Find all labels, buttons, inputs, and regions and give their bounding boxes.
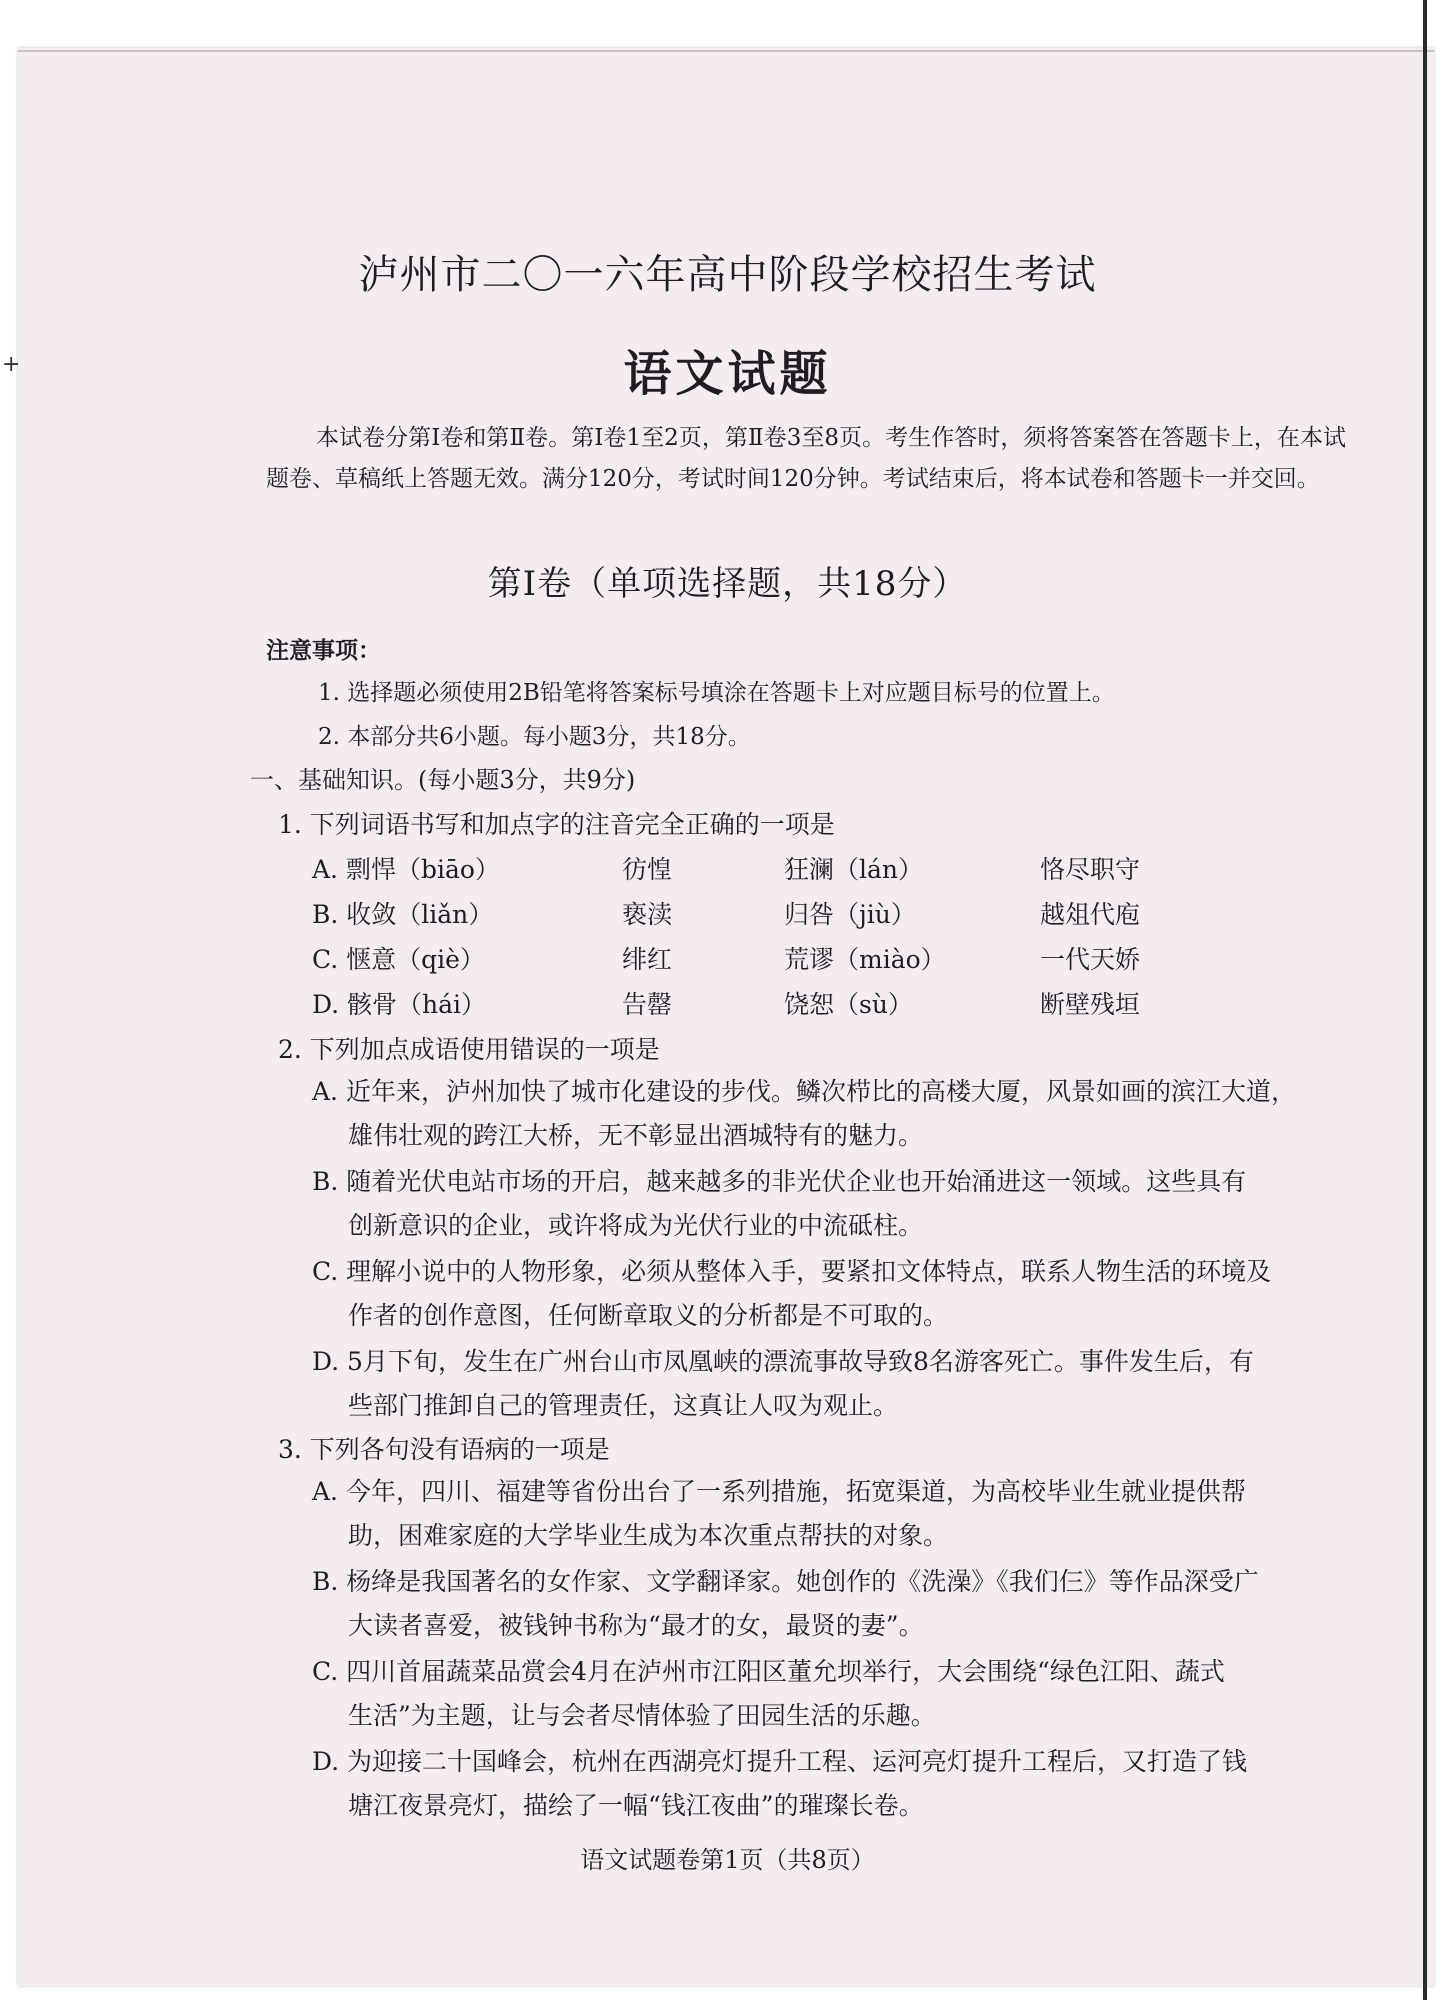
q2-option-a	[312, 1070, 1347, 1158]
q1-option-d-word1: D. 骸骨（hái）	[312, 990, 487, 1019]
q3-option-d-line2: 塘江夜景亮灯，描绘了一幅“钱江夜曲”的璀璨长卷。	[348, 1791, 924, 1820]
q2-option-c-line1: C. 理解小说中的人物形象，必须从整体入手，要紧扣文体特点，联系人物生活的环境及	[312, 1257, 1272, 1286]
q1-option-d-word2: 告罄	[622, 990, 673, 1019]
question-2-stem: 2. 下列加点成语使用错误的一项是	[278, 1035, 660, 1064]
q2-option-b-line2: 创新意识的企业，或许将成为光伏行业的中流砥柱。	[348, 1211, 924, 1240]
margin-mark: +	[2, 352, 21, 377]
q1-option-c-word2: 绯红	[622, 945, 673, 974]
q3-option-b-line1: B. 杨绛是我国著名的女作家、文学翻译家。她创作的《洗澡》《我们仨》等作品深受广	[312, 1567, 1259, 1596]
q1-option-b-word1: B. 收敛（liǎn）	[312, 900, 494, 929]
q3-option-d-line1: D. 为迎接二十国峰会，杭州在西湖亮灯提升工程、运河亮灯提升工程后，又打造了钱	[312, 1747, 1248, 1776]
q2-option-c-line2: 作者的创作意图，任何断章取义的分析都是不可取的。	[348, 1301, 949, 1330]
note-item: 2. 本部分共6小题。每小题3分，共18分。	[318, 724, 751, 750]
subject-title: 语文试题	[623, 346, 832, 402]
q3-option-a-line1: A. 今年，四川、福建等省份出台了一系列措施，拓宽渠道，为高校毕业生就业提供帮	[312, 1477, 1246, 1506]
q1-option-c-word1: C. 惬意（qiè）	[312, 945, 485, 974]
page-footer: 语文试题卷第1页（共8页）	[580, 1846, 875, 1874]
q1-option-b-word4: 越俎代庖	[1040, 900, 1141, 929]
q1-option-c-word3: 荒谬（miào）	[784, 945, 946, 974]
q3-option-b-line2: 大读者喜爱，被钱钟书称为“最才的女，最贤的妻”。	[348, 1611, 924, 1640]
q2-option-d-line2: 些部门推卸自己的管理责任，这真让人叹为观止。	[348, 1391, 899, 1420]
q3-option-c-line2: 生活”为主题，让与会者尽情体验了田园生活的乐趣。	[348, 1701, 936, 1730]
q1-option-a-word3: 狂澜（lán）	[784, 855, 924, 884]
section-title: 第Ⅰ卷（单项选择题，共18分）	[487, 564, 968, 604]
q2-option-a-line2: 雄伟壮观的跨江大桥，无不彰显出酒城特有的魅力。	[348, 1121, 924, 1150]
q1-option-b-word3: 归咎（jiù）	[784, 900, 916, 929]
q2-option-b	[312, 1160, 1347, 1248]
note-item: 1. 选择题必须使用2B铅笔将答案标号填涂在答题卡上对应题目标号的位置上。	[318, 680, 1115, 706]
part-title: 一、基础知识。(每小题3分，共9分)	[250, 766, 636, 794]
question-3-stem: 3. 下列各句没有语病的一项是	[278, 1435, 610, 1464]
q1-option-a-word2: 彷惶	[622, 855, 673, 884]
notes-heading: 注意事项：	[266, 637, 381, 664]
q1-option-a-word1: A. 剽悍（biāo）	[312, 855, 500, 884]
q2-option-d-line1: D. 5月下旬，发生在广州台山市凤凰峡的漂流事故导致8名游客死亡。事件发生后，有	[312, 1347, 1254, 1376]
paper-edge-line	[18, 50, 1434, 52]
q3-option-a	[312, 1470, 1347, 1558]
q1-option-a-word4: 恪尽职守	[1040, 855, 1141, 884]
scan-border	[1423, 0, 1427, 2000]
q3-option-c	[312, 1650, 1347, 1738]
q1-option-b-word2: 亵渎	[622, 900, 673, 929]
q2-option-b-line1: B. 随着光伏电站市场的开启，越来越多的非光伏企业也开始涌进这一领域。这些具有	[312, 1167, 1247, 1196]
q2-option-d	[312, 1340, 1347, 1428]
exam-instructions: 本试卷分第Ⅰ卷和第Ⅱ卷。第Ⅰ卷1至2页，第Ⅱ卷3至8页。考生作答时，须将答案答在答题卡上，在本试题卷、草稿纸上答题无效。满分120分，考试时间120分钟。考试结束后，将本试卷和答题卡一并交回。	[266, 425, 1346, 492]
q3-option-b	[312, 1560, 1347, 1648]
q2-option-a-line1: A. 近年来，泸州加快了城市化建设的步伐。鳞次栉比的高楼大厦，风景如画的滨江大道，	[312, 1077, 1296, 1106]
q1-option-d-word4: 断壁残垣	[1040, 990, 1141, 1019]
q3-option-a-line2: 助，困难家庭的大学毕业生成为本次重点帮扶的对象。	[348, 1521, 949, 1550]
q3-option-d	[312, 1740, 1347, 1828]
q2-option-c	[312, 1250, 1347, 1338]
q3-option-c-line1: C. 四川首届蔬菜品赏会4月在泸州市江阳区董允坝举行，大会围绕“绿色江阳、蔬式	[312, 1657, 1225, 1686]
exam-title: 泸州市二〇一六年高中阶段学校招生考试	[358, 252, 1097, 298]
q1-option-d-word3: 饶恕（sù）	[784, 990, 913, 1019]
q1-option-c-word4: 一代天娇	[1040, 945, 1141, 974]
question-1-stem: 1. 下列词语书写和加点字的注音完全正确的一项是	[278, 810, 835, 839]
